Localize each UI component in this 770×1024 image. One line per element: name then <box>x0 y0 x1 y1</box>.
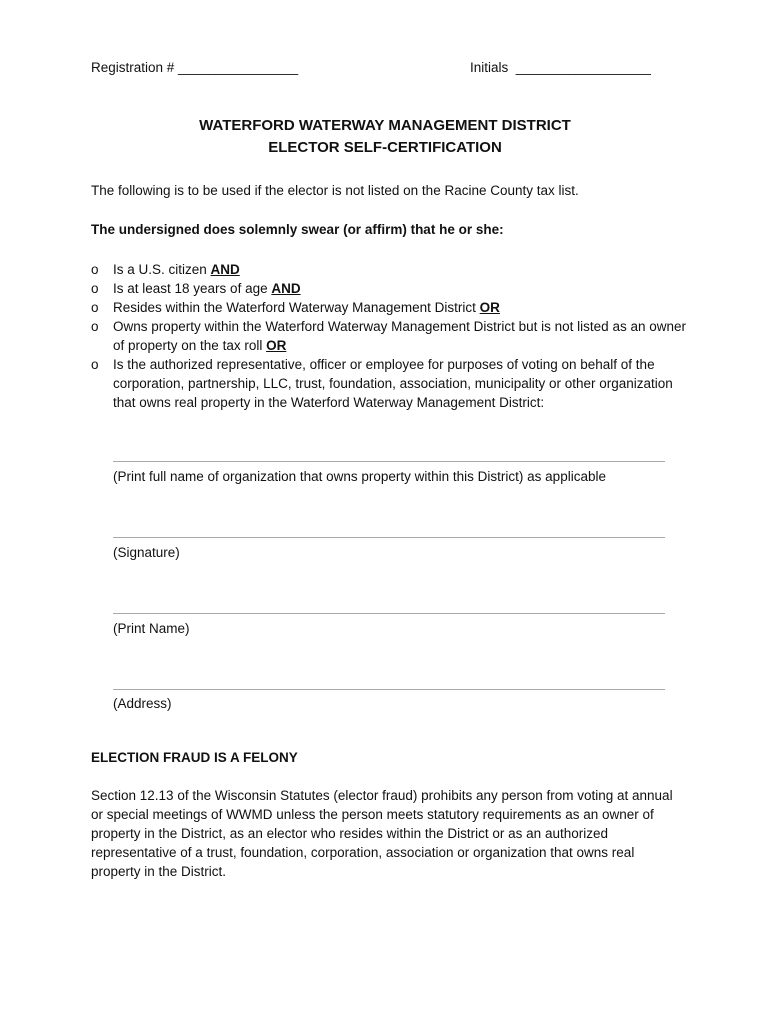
document-title: WATERFORD WATERWAY MANAGEMENT DISTRICT <box>199 117 571 134</box>
eligibility-item <box>91 355 691 412</box>
signature-line[interactable] <box>113 537 665 538</box>
eligibility-text: Is the authorized representative, officer or employee for purposes of voting on behalf of the corporation, partnership, LLC, trust, foundation, association, municipality or other organization that owns real property in the Waterford Waterway Management District: <box>113 357 673 410</box>
bullet-marker: o <box>91 262 99 277</box>
eligibility-list <box>91 260 691 412</box>
registration-number-field[interactable]: Registration # ________________ <box>91 60 299 75</box>
eligibility-item <box>91 260 691 279</box>
print-name-label: (Print Name) <box>113 621 190 636</box>
eligibility-item <box>91 298 691 317</box>
bullet-marker: o <box>91 300 99 315</box>
address-line[interactable] <box>113 689 665 690</box>
conjunction: AND <box>210 262 240 277</box>
oath-statement: The undersigned does solemnly swear (or affirm) that he or she: <box>91 222 504 237</box>
bullet-marker: o <box>91 319 99 334</box>
organization-name-label: (Print full name of organization that owns property within this District) as applicable <box>113 469 606 484</box>
document-subtitle: ELECTOR SELF-CERTIFICATION <box>268 139 502 156</box>
signature-label: (Signature) <box>113 545 180 560</box>
conjunction: AND <box>271 281 301 296</box>
conjunction: OR <box>479 300 500 315</box>
fraud-body: Section 12.13 of the Wisconsin Statutes (elector fraud) prohibits any person from voting at annual or special meetings of WWMD unless the person meets statutory requirements as an owner of property in the District, as an elector who resides within the District or as an authorized representative of a trust, foundation, corporation, association or organization that owns real property in the District. <box>91 788 673 879</box>
conjunction: OR <box>266 338 287 353</box>
fraud-heading: ELECTION FRAUD IS A FELONY <box>91 750 298 765</box>
intro-paragraph: The following is to be used if the elector is not listed on the Racine County tax list. <box>91 183 579 198</box>
eligibility-text: Is a U.S. citizen <box>113 262 211 277</box>
eligibility-text: Resides within the Waterford Waterway Management District <box>113 300 480 315</box>
eligibility-item <box>91 317 691 355</box>
eligibility-item <box>91 279 691 298</box>
bullet-marker: o <box>91 357 99 372</box>
address-label: (Address) <box>113 696 172 711</box>
eligibility-text: Is at least 18 years of age <box>113 281 272 296</box>
initials-field[interactable]: Initials __________________ <box>470 60 651 75</box>
bullet-marker: o <box>91 281 99 296</box>
print-name-line[interactable] <box>113 613 665 614</box>
organization-name-line[interactable] <box>113 461 665 462</box>
eligibility-text: Owns property within the Waterford Waterway Management District but is not listed as an owner of property on the tax roll <box>113 319 686 353</box>
